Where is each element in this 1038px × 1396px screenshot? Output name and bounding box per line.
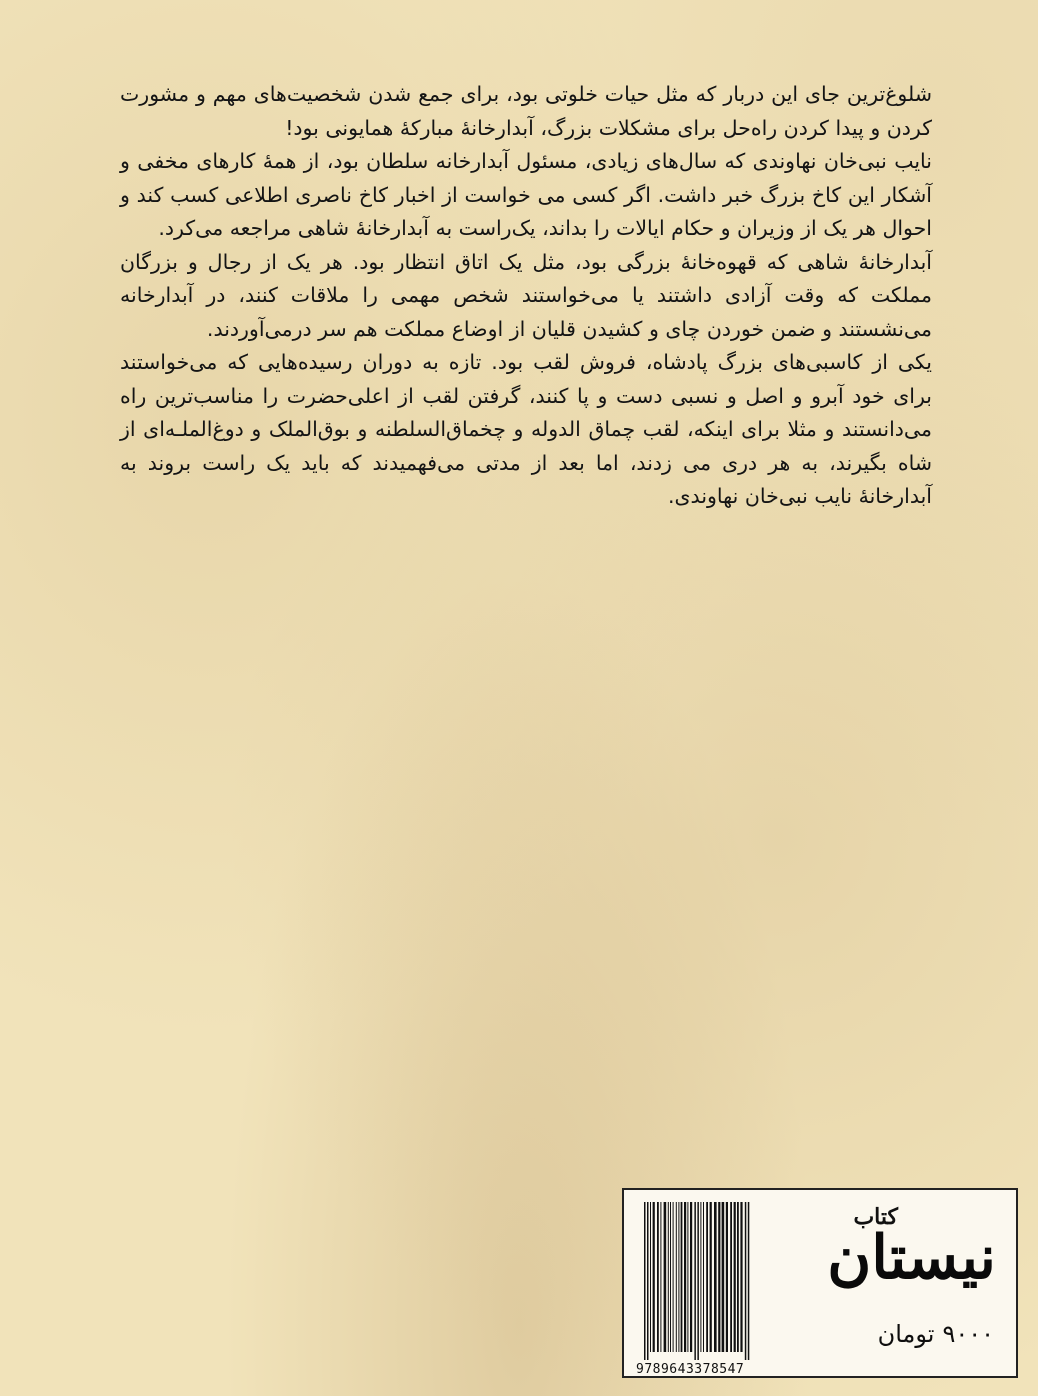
barcode-bar (730, 1202, 732, 1352)
barcode-bar (748, 1202, 750, 1360)
barcode-bar (706, 1202, 708, 1352)
barcode-bar (714, 1202, 717, 1352)
barcode-bar (673, 1202, 674, 1352)
barcode-bar (718, 1202, 720, 1352)
paragraph: یکی از کاسبی‌های بزرگ پادشاه، فروش لقب بود. تازه به دوران رسیده‌هایی که می‌خواستند برای خود آبرو و اصل و نسبی دست و پا کنند، گرفتن لقب از اعلی‌حضرت را مناسب‌ترین راه می‌دانستند و مثلا برای اینکه، لقب چماق الدوله و چخماق‌السلطنه و بوق‌الملک و دوغ‌الملـه‌ای از شاه بگیرند، به هر دری می زدند، اما بعد از مدتی می‌فهمیدند که باید یک راست بروند به آبدارخانهٔ نایب نبی‌خان نهاوندی. (120, 350, 932, 508)
isbn-number: 9789643378547 (636, 1362, 745, 1377)
barcode-bar (670, 1202, 671, 1352)
barcode-bar (681, 1202, 683, 1352)
barcode-bar (660, 1202, 661, 1352)
barcode-bar (676, 1202, 677, 1352)
paragraph: شلوغ‌ترین جای این دربار که مثل حیات خلوتی بود، برای جمع شدن شخصیت‌های مهم و مشورت کردن و پیدا کردن راه‌حل برای مشکلات بزرگ، آبدارخانهٔ مبارکهٔ همایونی بود! (120, 82, 932, 140)
barcode-bar (722, 1202, 725, 1352)
barcode-bar (697, 1202, 699, 1360)
barcode-bar (734, 1202, 736, 1352)
barcode-bar (740, 1202, 742, 1352)
barcode-bar (694, 1202, 696, 1360)
price-currency: تومان (877, 1320, 935, 1348)
price-barcode-box (622, 1188, 1018, 1378)
barcode-graphic (642, 1202, 780, 1360)
barcode-bar (668, 1202, 669, 1352)
barcode-bar (710, 1202, 712, 1352)
barcode (642, 1202, 780, 1368)
barcode-bar (650, 1202, 651, 1352)
back-cover-text (120, 78, 932, 514)
barcode-bar (703, 1202, 704, 1352)
barcode-bar (653, 1202, 655, 1352)
price-amount: ۹۰۰۰ (942, 1320, 994, 1348)
barcode-bar (737, 1202, 739, 1352)
paragraph: نایب نبی‌خان نهاوندی که سال‌های زیادی، مسئول آبدارخانه سلطان بود، از همهٔ کارهای مخفی و آشکار این کاخ بزرگ خبر داشت. اگر کسی می خواست از اخبار کاخ ناصری اطلاعی کسب کند و احوال هر یک از وزیران و حکام ایالات را بداند، یک‌راست به آبدارخانهٔ شاهی مراجعه می‌کرد. (120, 149, 932, 240)
barcode-bar (664, 1202, 667, 1352)
barcode-bar (700, 1202, 701, 1352)
barcode-bar (657, 1202, 659, 1352)
barcode-bar (726, 1202, 728, 1352)
price-label (878, 1320, 994, 1348)
barcode-bar (684, 1202, 686, 1352)
publisher-logo-small: کتاب (853, 1204, 898, 1230)
publisher-logo-name: نیستان (827, 1223, 996, 1293)
barcode-bar (678, 1202, 679, 1352)
paragraph: آبدارخانهٔ شاهی که قهوه‌خانهٔ بزرگی بود، مثل یک اتاق انتظار بود. هر یک از رجال و بزرگان مملکت که وقت آزادی داشتند یا می‌خواستند شخص مهمی را ملاقات کنند، در آبدارخانه می‌نشستند و ضمن خوردن چای و کشیدن قلیان از اوضاع مملکت هم سر درمی‌آوردند. (120, 249, 932, 341)
barcode-bar (690, 1202, 692, 1352)
barcode-bar (687, 1202, 688, 1352)
publisher-logo (796, 1204, 996, 1314)
barcode-bar (745, 1202, 747, 1360)
barcode-bar (647, 1202, 649, 1360)
barcode-bar (644, 1202, 646, 1360)
